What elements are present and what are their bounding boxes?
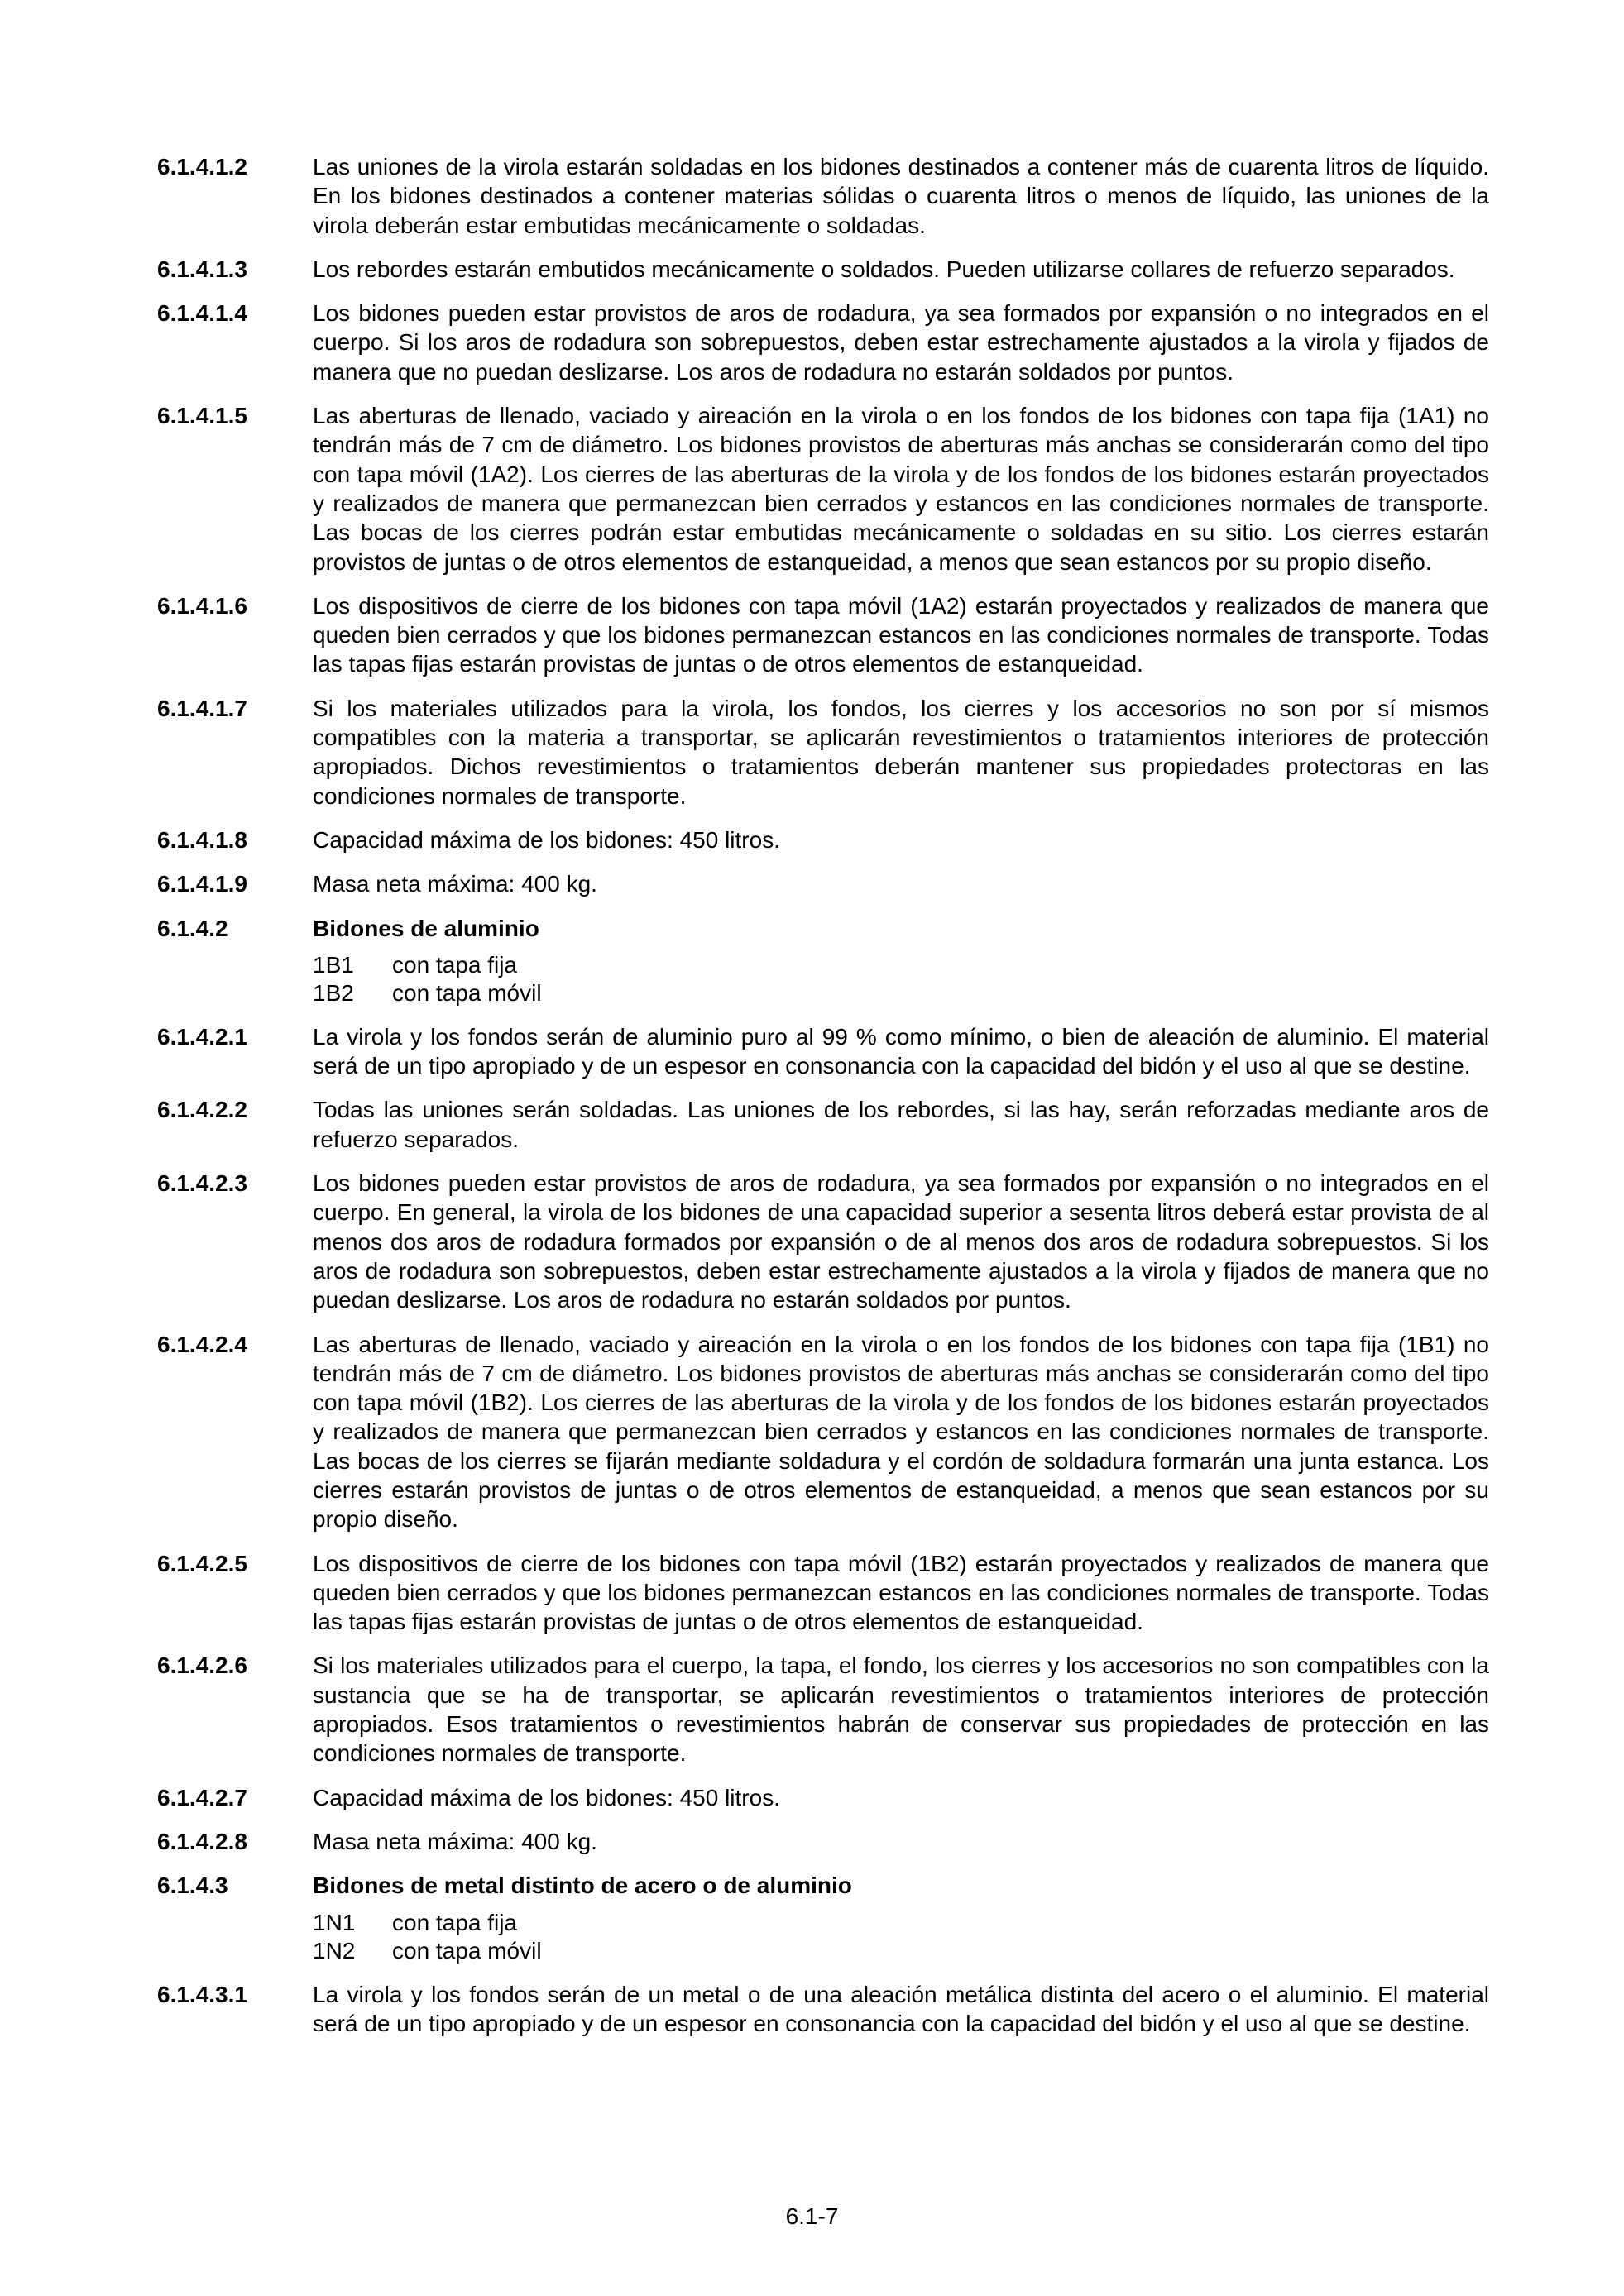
code: 1N1 [313,1909,356,1935]
paragraph [157,825,1489,854]
page-number: 6.1-7 [785,2203,839,2229]
paragraph [157,255,1489,284]
section-title: Bidones de aluminio [313,915,539,941]
paragraph-text: Los dispositivos de cierre de los bidones con tapa móvil (1A2) estarán proyectados y realizados de manera que queden bien cerrados y que los bidones permanezcan estancos en las condiciones normales de transporte. Todas las tapas fijas estarán provistas de juntas o de otros elementos de estanqueidad. [313,592,1489,677]
document-page [157,152,1489,2053]
section-number: 6.1.4.3 [157,1873,228,1899]
paragraph-text: Si los materiales utilizados para la virola, los fondos, los cierres y los accesorios no son por sí mismos compatibles con la materia a transportar, se aplicarán revestimientos o tratamientos interiores de protección apropiados. Dichos revestimientos o tratamientos deberán mantener sus propiedades protectoras en las condiciones normales de transporte. [313,695,1489,809]
paragraph [157,1330,1489,1534]
section-title: Bidones de metal distinto de acero o de aluminio [313,1873,852,1899]
code-row [313,1909,1489,1937]
paragraph-number: 6.1.4.3.1 [157,1981,247,2007]
paragraph-text: Todas las uniones serán soldadas. Las uniones de los rebordes, si las hay, serán reforzadas mediante aros de refuerzo separados. [313,1097,1489,1152]
paragraph-number: 6.1.4.2.3 [157,1170,247,1197]
paragraph-number: 6.1.4.2.1 [157,1023,247,1050]
paragraph-number: 6.1.4.2.5 [157,1550,247,1576]
paragraph-text: Las aberturas de llenado, vaciado y aireación en la virola o en los fondos de los bidones con tapa fija (1A1) no tendrán más de 7 cm de diámetro. Los bidones provistos de aberturas más anchas se considerarán como del tipo con tapa móvil (1A2). Los cierres de las aberturas de la virola y de los fondos de los bidones estarán proyectados y realizados de manera que permanezcan bien cerrados y estancos en las condiciones normales de transporte. Las bocas de los cierres podrán estar embutidas mecánicamente o soldadas en su sitio. Los cierres estarán provistos de juntas o de otros elementos de estanqueidad, a menos que sean estancos por su propio diseño. [313,403,1489,575]
paragraph-number: 6.1.4.2.2 [157,1097,247,1123]
paragraph-number: 6.1.4.1.6 [157,592,247,619]
code-description: con tapa móvil [392,979,542,1006]
paragraph [157,1549,1489,1637]
paragraph-text: La virola y los fondos serán de aluminio puro al 99 % como mínimo, o bien de aleación de aluminio. El material será de un tipo apropiado y de un espesor en consonancia con la capacidad del bidón y el uso al que se destine. [313,1023,1489,1079]
paragraph-text: Masa neta máxima: 400 kg. [313,1828,597,1854]
paragraph [157,152,1489,240]
paragraph [157,1022,1489,1081]
code-list [313,951,1489,1007]
paragraph [157,1980,1489,2039]
section-heading [157,914,1489,943]
paragraph-number: 6.1.4.1.7 [157,695,247,721]
paragraph [157,591,1489,679]
paragraph-number: 6.1.4.2.8 [157,1828,247,1854]
code: 1B2 [313,979,354,1006]
paragraph-text: Masa neta máxima: 400 kg. [313,871,597,897]
paragraph [157,401,1489,576]
paragraph-text: Los bidones pueden estar provistos de aros de rodadura, ya sea formados por expansión o no integrados en el cuerpo. En general, la virola de los bidones de una capacidad superior a sesenta litros deberá estar provista de al menos dos aros de rodadura formados por expansión o de al menos dos aros de rodadura sobrepuestos. Si los aros de rodadura son sobrepuestos, deben estar estrechamente ajustados a la virola y fijados de manera que no puedan deslizarse. Los aros de rodadura no estarán soldados por puntos. [313,1170,1489,1313]
section-heading [157,1871,1489,1900]
section-number: 6.1.4.2 [157,915,228,941]
paragraph-text: Las uniones de la virola estarán soldadas en los bidones destinados a contener más de cuarenta litros de líquido. En los bidones destinados a contener materias sólidas o cuarenta litros o menos de líquido, las uniones de la virola deberán estar embutidas mecánicamente o soldadas. [313,154,1489,238]
paragraph-text: Si los materiales utilizados para el cuerpo, la tapa, el fondo, los cierres y los accesorios no son compatibles con la sustancia que se ha de transportar, se aplicarán revestimientos o tratamientos interiores de protección apropiados. Esos tratamientos o revestimientos habrán de conservar sus propiedades de protección en las condiciones normales de transporte. [313,1653,1489,1767]
paragraph-text: Las aberturas de llenado, vaciado y aireación en la virola o en los fondos de los bidones con tapa fija (1B1) no tendrán más de 7 cm de diámetro. Los bidones provistos de aberturas más anchas se considerarán como del tipo con tapa móvil (1B2). Los cierres de las aberturas de la virola y de los fondos de los bidones estarán proyectados y realizados de manera que permanezcan bien cerrados y estancos en las condiciones normales de transporte. Las bocas de los cierres se fijarán mediante soldadura y el cordón de soldadura formarán una junta estanca. Los cierres estarán provistos de juntas o de otros elementos de estanqueidad, a menos que sean estancos por su propio diseño. [313,1331,1489,1533]
paragraph-number: 6.1.4.2.7 [157,1784,247,1810]
paragraph [157,1783,1489,1812]
paragraph [157,299,1489,386]
code: 1N2 [313,1937,356,1964]
paragraph [157,869,1489,898]
paragraph-text: Capacidad máxima de los bidones: 450 litros. [313,826,780,853]
paragraph-number: 6.1.4.1.4 [157,300,247,327]
paragraph-number: 6.1.4.1.3 [157,256,247,282]
code-description: con tapa móvil [392,1937,542,1964]
code: 1B1 [313,951,354,978]
paragraph [157,1827,1489,1856]
code-row [313,951,1489,979]
code-row [313,1937,1489,1965]
paragraph-text: Capacidad máxima de los bidones: 450 litros. [313,1784,780,1810]
paragraph [157,1651,1489,1767]
paragraph-number: 6.1.4.1.9 [157,871,247,897]
code-description: con tapa fija [392,1909,517,1935]
paragraph-number: 6.1.4.1.8 [157,826,247,853]
paragraph-text: La virola y los fondos serán de un metal o de una aleación metálica distinta del acero o el aluminio. El material será de un tipo apropiado y de un espesor en consonancia con la capacidad del bidón y el uso al que se destine. [313,1981,1489,2036]
code-description: con tapa fija [392,951,517,978]
paragraph-number: 6.1.4.1.5 [157,403,247,429]
paragraph-number: 6.1.4.2.4 [157,1331,247,1357]
code-row [313,979,1489,1007]
code-list [313,1909,1489,1965]
paragraph-number: 6.1.4.2.6 [157,1653,247,1679]
paragraph-text: Los dispositivos de cierre de los bidones con tapa móvil (1B2) estarán proyectados y realizados de manera que queden bien cerrados y que los bidones permanezcan estancos en las condiciones normales de transporte. Todas las tapas fijas estarán provistas de juntas o de otros elementos de estanqueidad. [313,1550,1489,1635]
paragraph-text: Los bidones pueden estar provistos de aros de rodadura, ya sea formados por expansión o no integrados en el cuerpo. Si los aros de rodadura son sobrepuestos, deben estar estrechamente ajustados a la virola y fijados de manera que no puedan deslizarse. Los aros de rodadura no estarán soldados por puntos. [313,300,1489,385]
paragraph [157,694,1489,811]
paragraph [157,1169,1489,1314]
paragraph-number: 6.1.4.1.2 [157,154,247,179]
paragraph-text: Los rebordes estarán embutidos mecánicamente o soldados. Pueden utilizarse collares de refuerzo separados. [313,256,1455,282]
paragraph [157,1095,1489,1154]
